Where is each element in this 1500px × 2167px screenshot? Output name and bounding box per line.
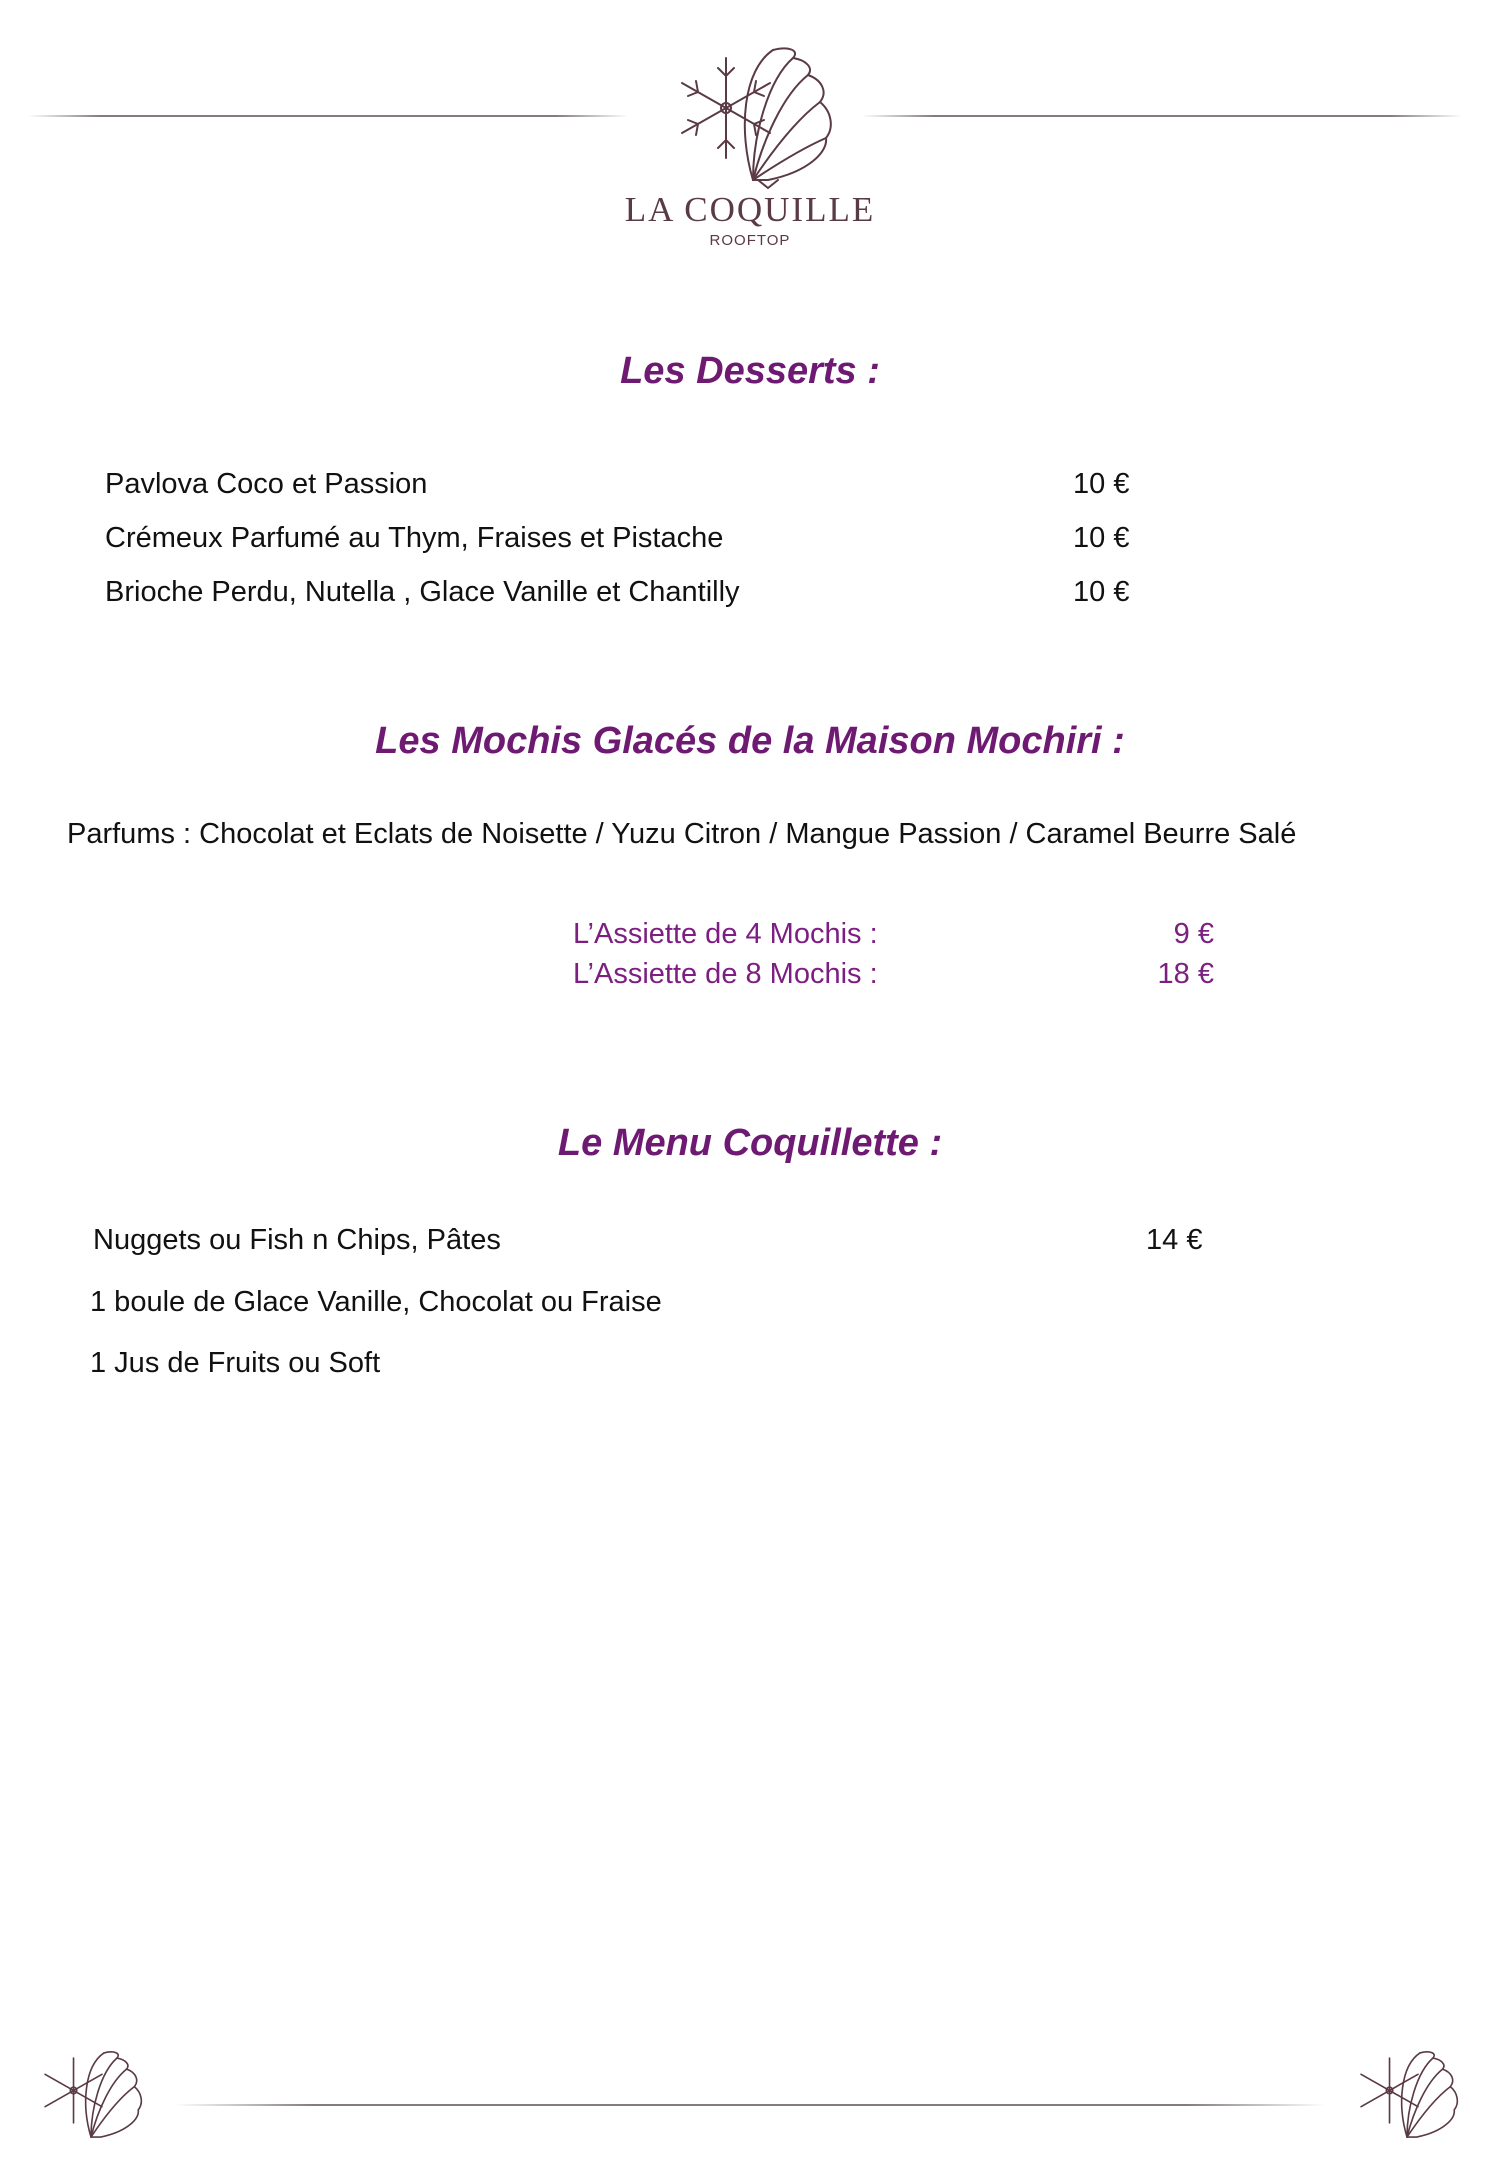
brand-subtitle: ROOFTOP [709, 232, 791, 249]
shell-snowflake-logo-icon [668, 40, 838, 190]
mochi-option-price: 9 € [1173, 918, 1214, 950]
dessert-item-name: Pavlova Coco et Passion [105, 468, 428, 500]
dessert-item-name: Brioche Perdu, Nutella , Glace Vanille et Chantilly [105, 576, 740, 608]
mochi-option-price: 18 € [1157, 958, 1214, 990]
brand-name: LA COQUILLE [624, 190, 876, 229]
shell-snowflake-small-icon [1352, 2045, 1462, 2145]
desserts-title: Les Desserts : [620, 350, 880, 392]
footer-rule [175, 2104, 1325, 2106]
dessert-item-name: Crémeux Parfumé au Thym, Fraises et Pistache [105, 522, 724, 554]
kids-menu-price: 14 € [1146, 1224, 1203, 1256]
kids-menu-line: 1 Jus de Fruits ou Soft [90, 1347, 381, 1379]
mochi-option-label: L’Assiette de 4 Mochis : [573, 918, 878, 950]
header-rule-left [28, 115, 628, 117]
mochis-flavours: Parfums : Chocolat et Eclats de Noisette / Yuzu Citron / Mangue Passion / Caramel Beurre Salé [67, 818, 1297, 850]
dessert-item-price: 10 € [1073, 468, 1130, 500]
header-rule-right [862, 115, 1462, 117]
kids-menu-line: Nuggets ou Fish n Chips, Pâtes [93, 1224, 501, 1256]
shell-snowflake-small-icon [36, 2045, 146, 2145]
mochis-title: Les Mochis Glacés de la Maison Mochiri : [375, 720, 1125, 762]
kids-menu-title: Le Menu Coquillette : [557, 1122, 943, 1164]
dessert-item-price: 10 € [1073, 522, 1130, 554]
mochi-option-label: L’Assiette de 8 Mochis : [573, 958, 878, 990]
kids-menu-line: 1 boule de Glace Vanille, Chocolat ou Fraise [90, 1286, 662, 1318]
dessert-item-price: 10 € [1073, 576, 1130, 608]
